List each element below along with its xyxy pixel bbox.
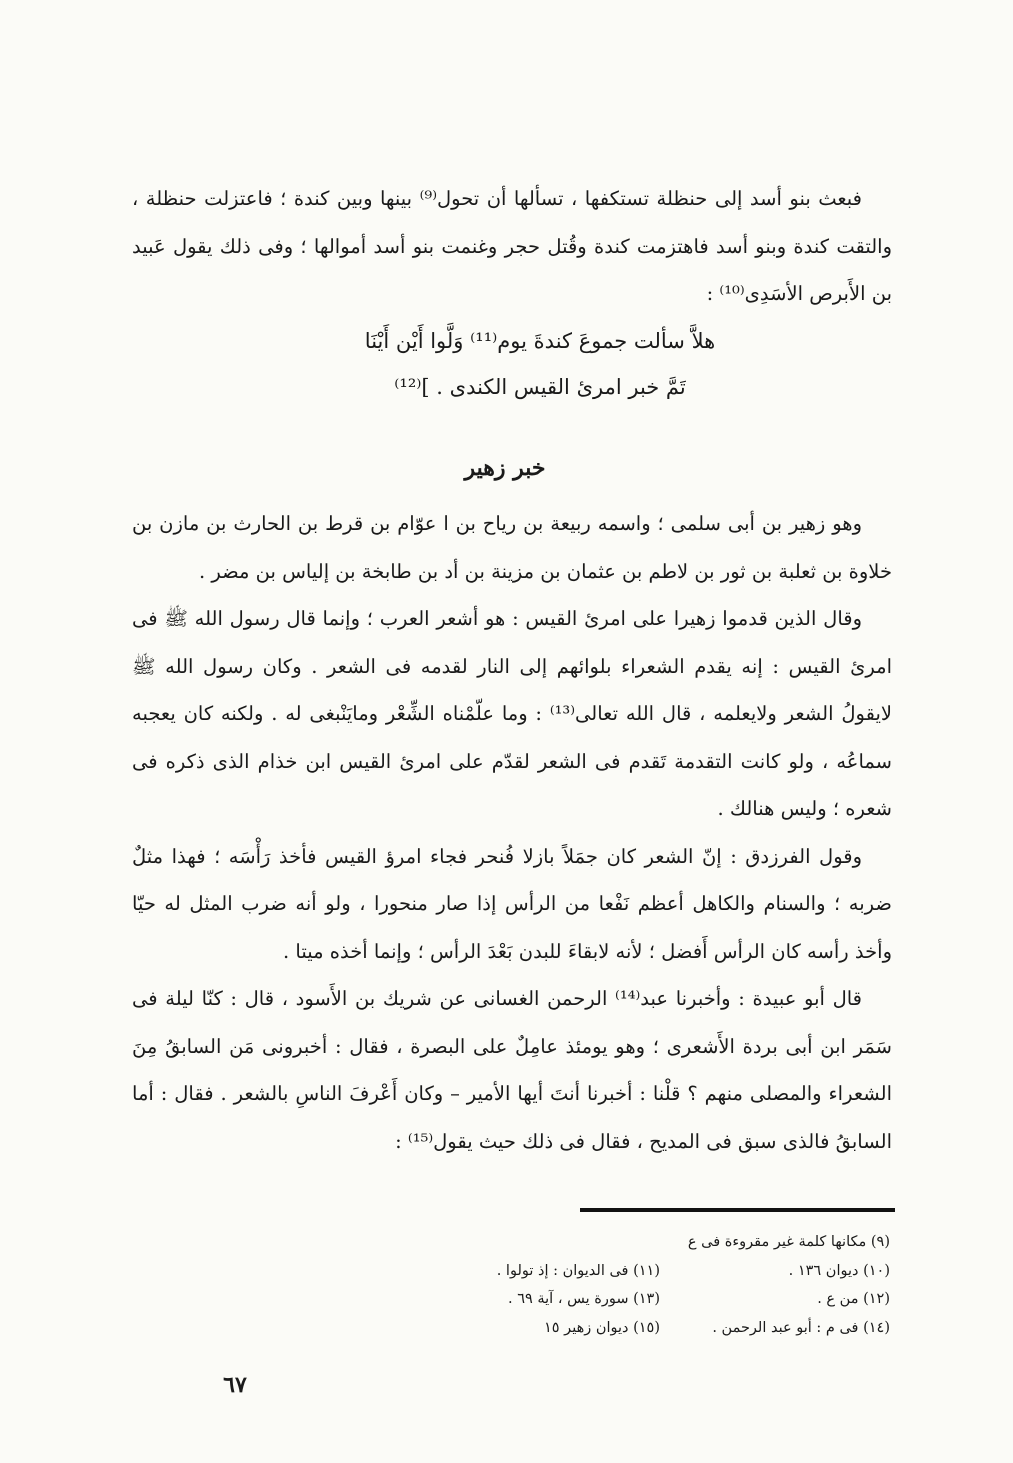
- verse-line-2: تَمَّ خبر امرئ القيس الكندى . ]⁽¹²⁾: [394, 375, 686, 399]
- paragraph-abu-ubayda: قال أبو عبيدة : وأخبرنا عبد⁽¹⁴⁾ الرحمن الغسانى عن شريك بن الأَسود ، قال : كنّا ليلة فى سَمَر ابن أبى بردة الأَشعرى ؛ وهو يومئذ عامِلٌ على البصرة ، فقال : أخبرونى مَن السابقُ مِنَ الشعراء والمصلى منهم ؟ قلْنا : أخبرنا أنتَ أيها الأمير – وكان أَعْرفَ الناسِ بالشعر . فقال : أما السابقُ فالذى سبق فى المديح ، فقال فى ذلك حيث يقول⁽¹⁵⁾ :: [132, 987, 892, 1153]
- body-text: [132, 500, 892, 1165]
- verse: [330, 318, 750, 410]
- footnote: (١٤) فى م : أبو عبد الرحمن .: [712, 1319, 890, 1336]
- verse-line-1: هلاَّ سألت جموعَ كندةَ يوم⁽¹¹⁾ وَلَّوا أَيْن أَيْنَا: [364, 329, 716, 353]
- footnote: (١٣) سورة يس ، آية ٦٩ .: [507, 1291, 660, 1307]
- paragraph-imru-alqays: وقال الذين قدموا زهيرا على امرئ القيس : هو أشعر العرب ؛ وإنما قال رسول الله ﷺ فى امرئ القيس : إنه يقدم الشعراء بلوائهم إلى النار لقدمه فى الشعر . وكان رسول الله ﷺ لايقولُ الشعر ولايعلمه ، قال الله تعالى⁽¹³⁾ : وما علّمْناه الشِّعْر ومايَنْبغى له . ولكنه كان يعجبه سماعُه ، ولو كانت التقدمة تَقدم فى الشعر لقدّم على امرئ القيس ابن خذام الذى ذكره فى شعره ؛ وليس هنالك .: [132, 607, 892, 820]
- intro-text: [132, 175, 892, 318]
- footnote: (٩) مكانها كلمة غير مقروءة فى ع: [687, 1234, 890, 1250]
- paragraph-lineage: وهو زهير بن أبى سلمى ؛ واسمه ربيعة بن رياح بن ا عوّام بن قرط بن الحارث بن مازن بن خلاوة بن ثعلبة بن ثور بن لاطم بن عثمان بن مزينة بن أد بن طابخة بن إلياس بن مضر .: [132, 512, 892, 583]
- footnote-rule: [580, 1208, 895, 1212]
- footnote-row: [300, 1228, 890, 1257]
- page-number: ٦٧: [223, 1372, 247, 1398]
- footnote-row: [300, 1314, 890, 1343]
- paragraph-farazdaq: وقول الفرزدق : إنّ الشعر كان جمَلاً بازلا فُنحر فجاء امرؤ القيس فأخذ رَأْسَه ؛ فهذا مثلٌ ضربه ؛ والسنام والكاهل أعظم نَفْعا من الرأس إذا صار منحورا ، ولو أنه ضرب المثل له حيّا وأخذ رأسه كان الرأس أَفضل ؛ لأنه لابقاءَ للبدن بَعْدَ الرأس ؛ وإنما أخذه ميتا .: [132, 844, 892, 963]
- footnote: (١٠) ديوان ١٣٦ .: [788, 1262, 890, 1279]
- footnotes: [300, 1228, 890, 1342]
- footnote: (١٥) ديوان زهير ١٥: [544, 1319, 660, 1336]
- footnote-row: [300, 1257, 890, 1286]
- footnote: (١٢) من ع .: [817, 1291, 890, 1307]
- footnote-row: [300, 1285, 890, 1314]
- footnote: (١١) فى الديوان : إذ تولوا .: [496, 1262, 660, 1279]
- section-heading: خبر زهير: [464, 455, 546, 481]
- intro-paragraph: فبعث بنو أسد إلى حنظلة تستكفها ، تسألها أن تحول⁽⁹⁾ بينها وبين كندة ؛ فاعتزلت حنظلة ، والتقت كندة وبنو أسد فاهتزمت كندة وقُتل حجر وغنمت بنو أسد أموالها ؛ وفى ذلك يقول عَبيد بن الأَبرص الأسَدِى⁽¹⁰⁾ :: [132, 187, 892, 305]
